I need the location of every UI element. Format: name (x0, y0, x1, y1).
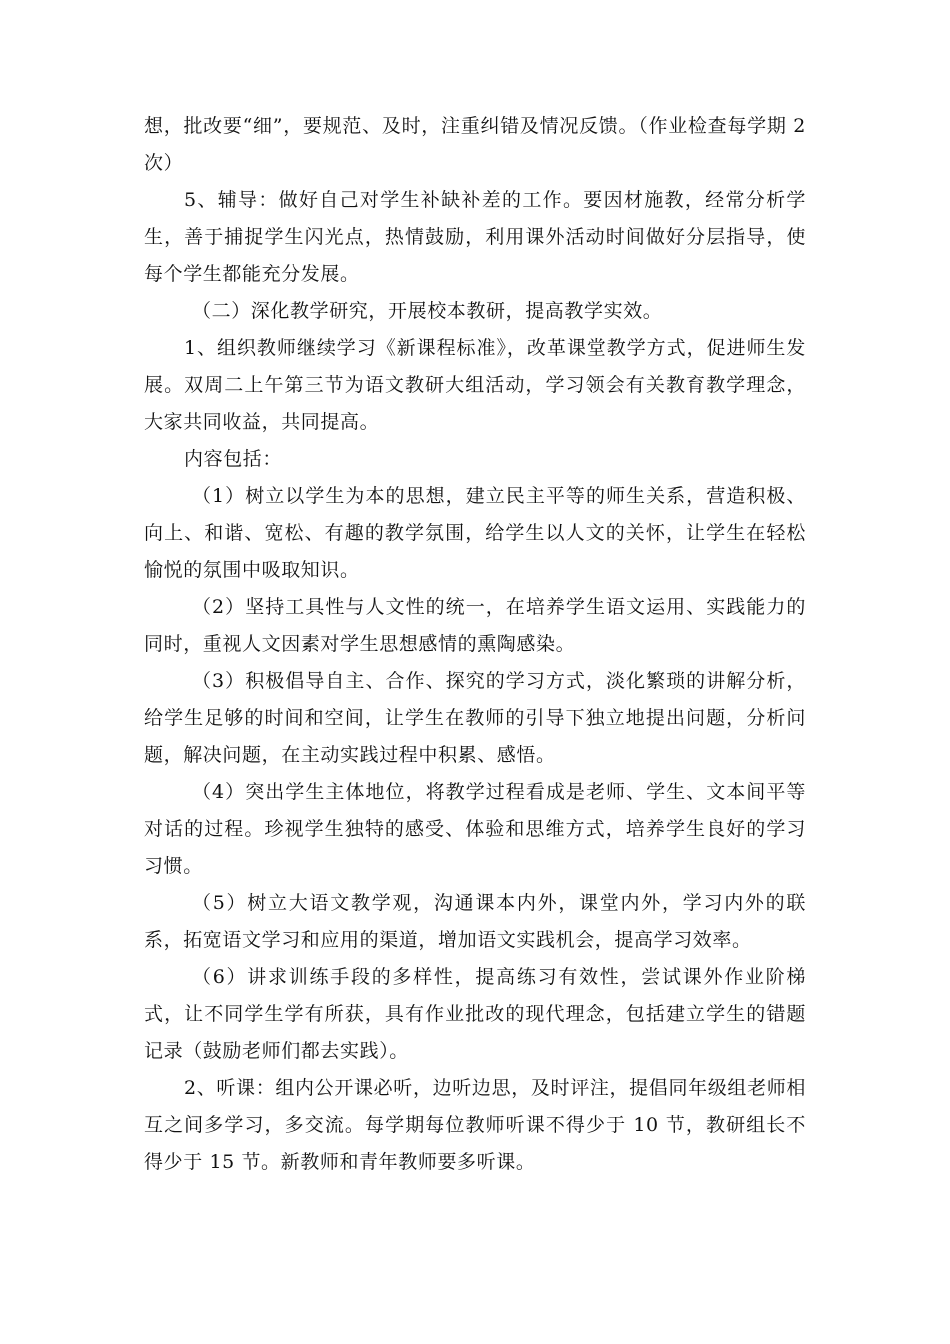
list-item-1: （1）树立以学生为本的思想，建立民主平等的师生关系，营造积极、向上、和谐、宽松、有趣的教学氛围，给学生以人文的关怀，让学生在轻松愉悦的氛围中吸取知识。 (144, 485, 806, 581)
list-item-3: （3）积极倡导自主、合作、探究的学习方式，淡化繁琐的讲解分析，给学生足够的时间和空间，让学生在教师的引导下独立地提出问题，分析问题，解决问题，在主动实践过程中积累、感悟。 (144, 670, 806, 766)
document-body (144, 108, 806, 1181)
paragraph-contents-intro: 内容包括： (184, 448, 283, 470)
list-item-5: （5）树立大语文教学观，沟通课本内外，课堂内外，学习内外的联系，拓宽语文学习和应用的渠道，增加语文实践机会，提高学习效率。 (144, 892, 806, 951)
paragraph-continuation: 想，批改要“细”，要规范、及时，注重纠错及情况反馈。（作业检查每学期 2 次） (144, 115, 807, 174)
paragraph-lesson-observation: 2、听课：组内公开课必听，边听边思，及时评注，提倡同年级组老师相互之间多学习，多交流。每学期每位教师听课不得少于 10 节，教研组长不得少于 15 节。新教师和青年教师要多听课。 (144, 1077, 806, 1173)
section-heading-research: （二）深化教学研究，开展校本教研，提高教学实效。 (192, 300, 663, 322)
paragraph-tutoring: 5、辅导：做好自己对学生补缺补差的工作。要因材施教，经常分析学生，善于捕捉学生闪光点，热情鼓励，利用课外活动时间做好分层指导，使每个学生都能充分发展。 (144, 189, 806, 285)
list-item-6: （6）讲求训练手段的多样性，提高练习有效性，尝试课外作业阶梯式，让不同学生学有所获，具有作业批改的现代理念，包括建立学生的错题记录（鼓励老师们都去实践）。 (144, 966, 806, 1062)
list-item-4: （4）突出学生主体地位，将教学过程看成是老师、学生、文本间平等对话的过程。珍视学生独特的感受、体验和思维方式，培养学生良好的学习习惯。 (144, 781, 806, 877)
paragraph-study-standards: 1、组织教师继续学习《新课程标准》，改革课堂教学方式，促进师生发展。双周二上午第三节为语文教研大组活动，学习领会有关教育教学理念，大家共同收益，共同提高。 (144, 337, 806, 433)
list-item-2: （2）坚持工具性与人文性的统一，在培养学生语文运用、实践能力的同时，重视人文因素对学生思想感情的熏陶感染。 (144, 596, 806, 655)
